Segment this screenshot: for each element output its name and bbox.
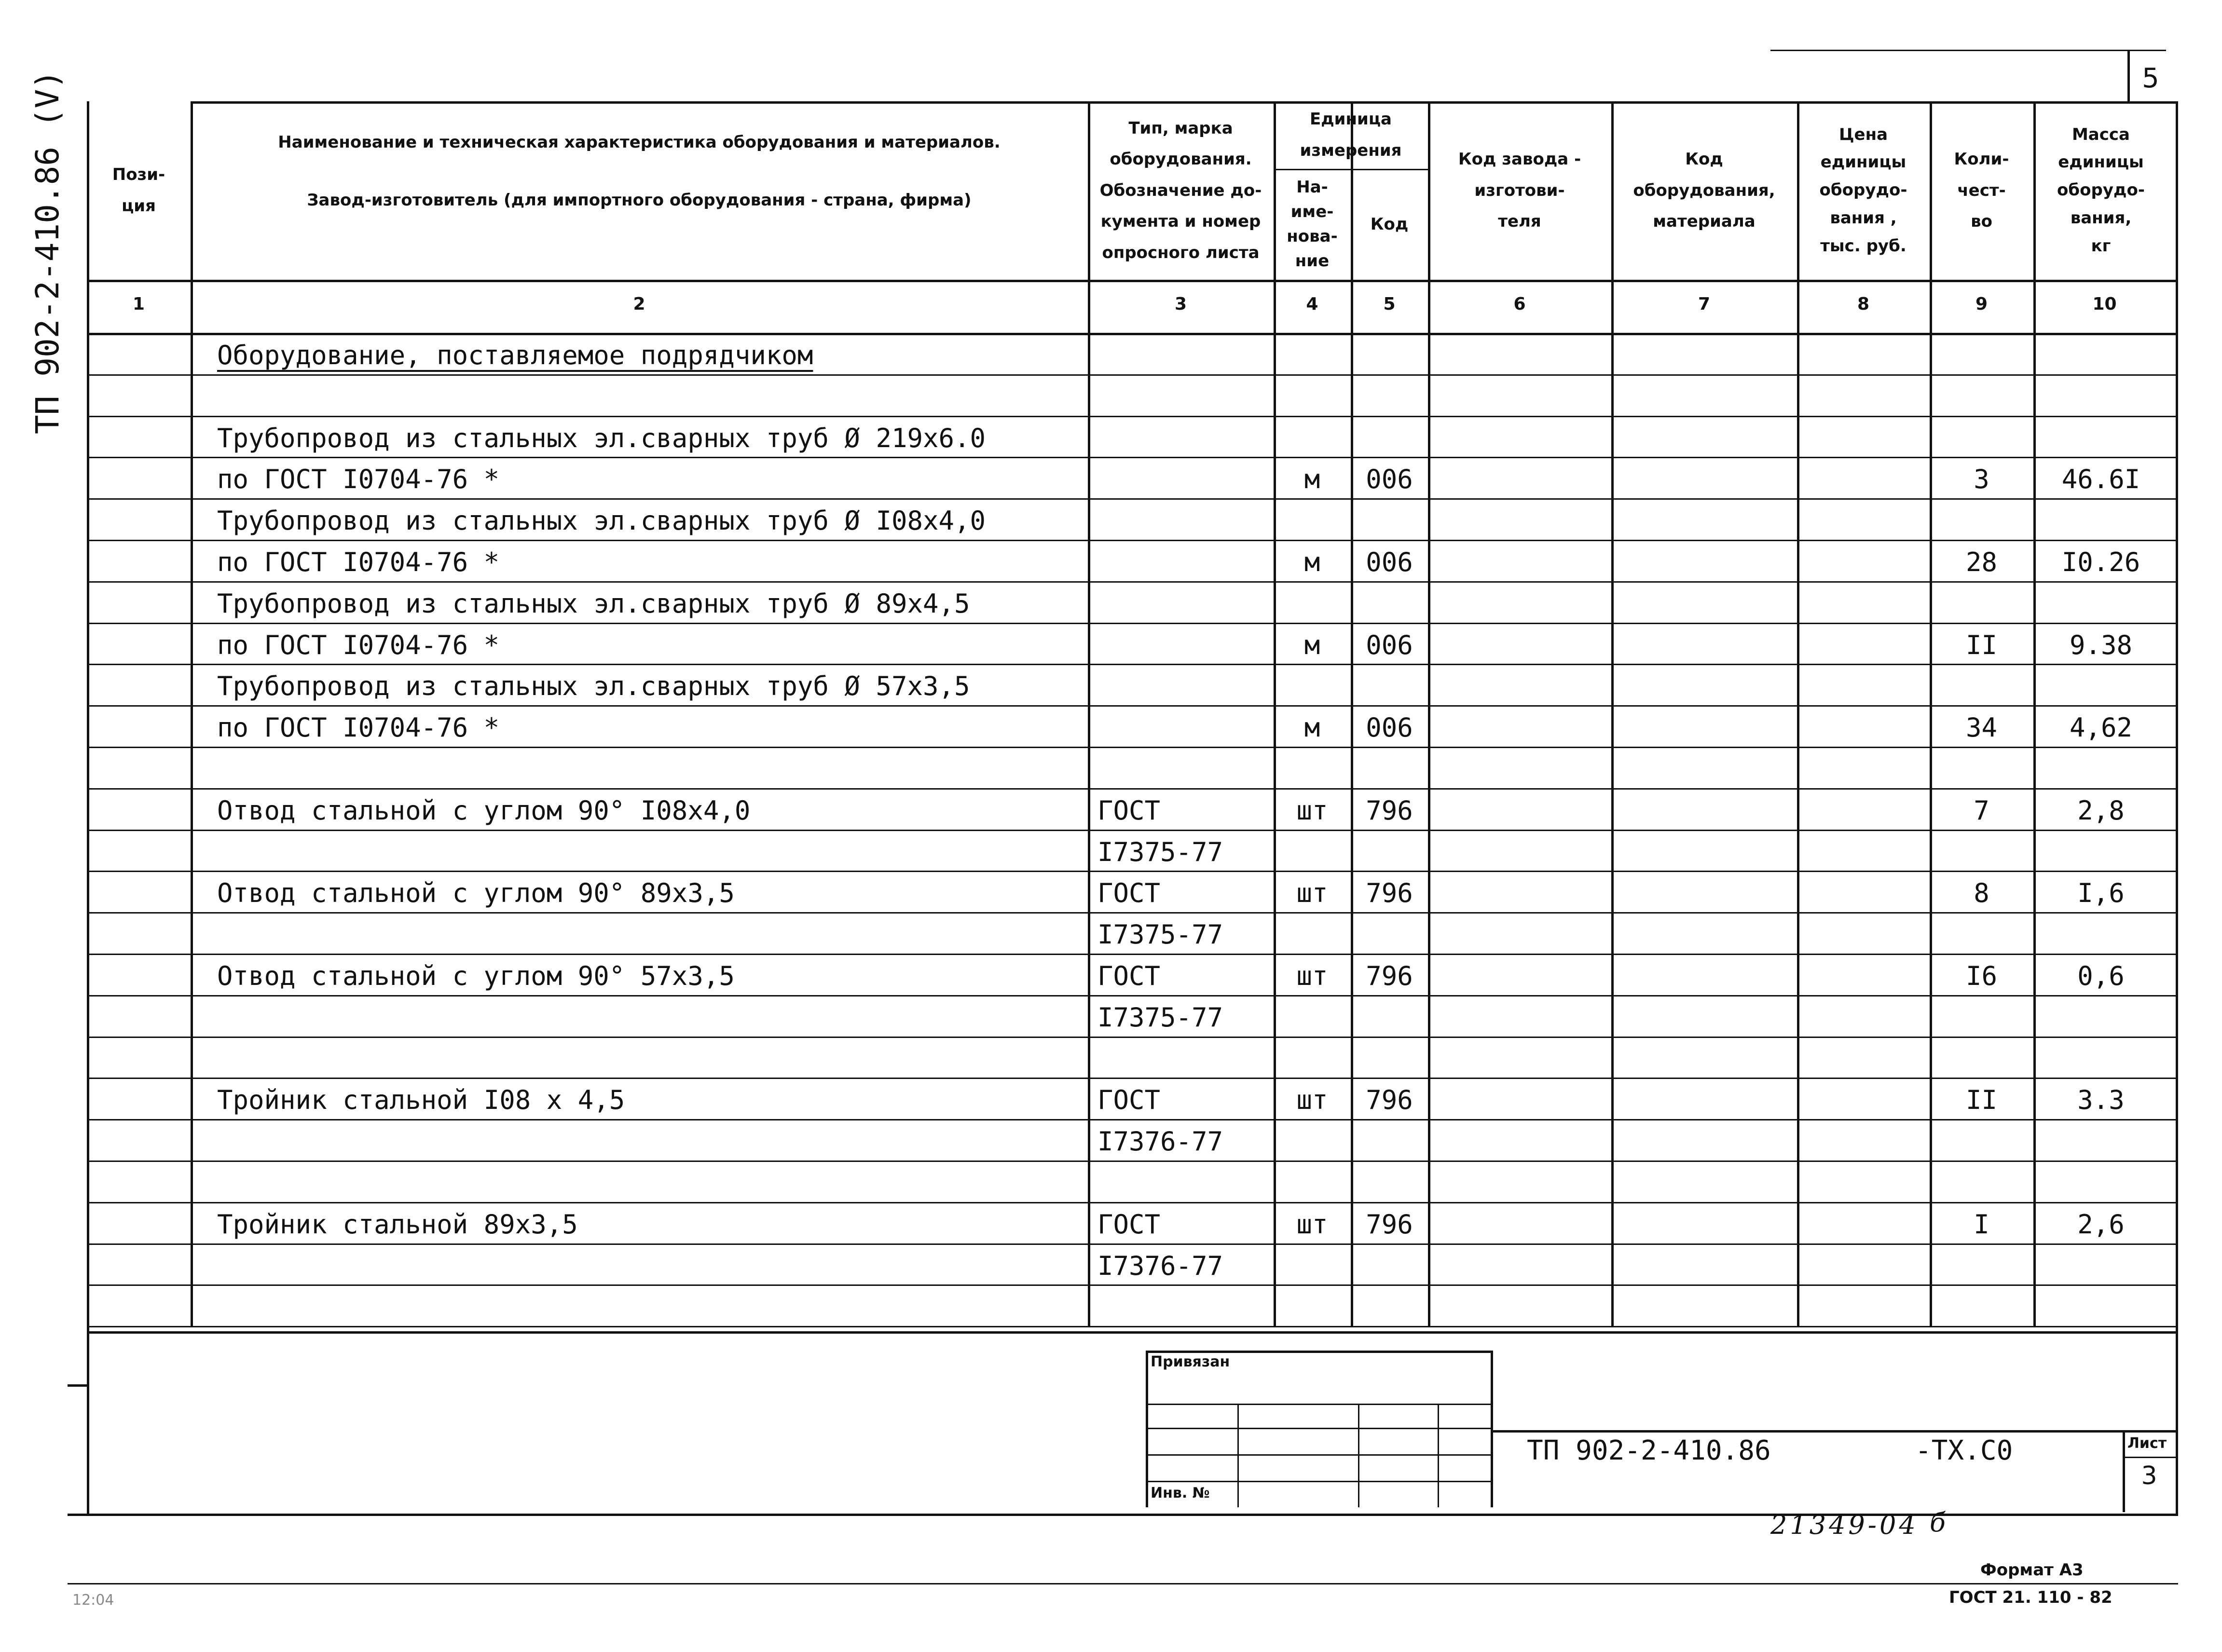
item-unit-code: 796: [1366, 878, 1413, 909]
column-number-8: 8: [1857, 294, 1870, 314]
row-divider: [87, 954, 2176, 955]
item-name: Тройник стальной I08 x 4,5: [217, 1085, 625, 1116]
item-type-document: ГОСТ: [1097, 1085, 1161, 1116]
column-divider: [1274, 101, 1276, 1326]
item-mass: 3.3: [2077, 1085, 2125, 1116]
item-mass: 2,6: [2077, 1209, 2125, 1240]
sheet-label: Лист: [2127, 1435, 2167, 1452]
stamp-vline-3: [1438, 1404, 1439, 1507]
column-number-5: 5: [1383, 294, 1396, 314]
row-divider: [87, 995, 2176, 997]
header-mass: Масса единицы оборудо- вания, кг: [2057, 124, 2145, 256]
row-divider: [87, 871, 2176, 872]
item-quantity: 28: [1965, 547, 1998, 577]
column-number-1: 1: [132, 294, 145, 314]
title-document-suffix: -ТХ.С0: [1915, 1435, 2013, 1466]
item-unit-code: 006: [1366, 712, 1413, 743]
row-divider: [87, 1243, 2176, 1245]
item-type-document: ГОСТ: [1097, 961, 1161, 991]
item-mass: 2,8: [2077, 795, 2125, 826]
page-number-box-border: [2127, 50, 2130, 103]
stamp-inventory-label: Инв. №: [1151, 1485, 1210, 1502]
item-name: по ГОСТ I0704-76 *: [217, 712, 500, 743]
row-divider: [87, 1119, 2176, 1120]
stamp-line-2: [1146, 1428, 1493, 1429]
item-quantity: 8: [1974, 878, 1989, 909]
stamp-privyazan-label: Привязан: [1151, 1353, 1230, 1370]
stamp-line-4: [1146, 1481, 1493, 1482]
sheet-number: 3: [2141, 1461, 2157, 1490]
row-divider: [87, 830, 2176, 831]
item-unit-name: шт: [1296, 961, 1328, 991]
stamp-line-1: [1146, 1404, 1493, 1405]
header-bottom-border: [87, 280, 2176, 282]
left-tick-mark: [68, 1384, 89, 1387]
item-quantity: II: [1965, 629, 1998, 660]
item-name: Трубопровод из стальных эл.сварных труб Ø 219x6.0: [217, 423, 986, 453]
column-number-2: 2: [633, 294, 645, 314]
footer-rule: [68, 1583, 2178, 1584]
column-number-4: 4: [1306, 294, 1318, 314]
item-unit-code: 796: [1366, 961, 1413, 991]
item-unit-code: 006: [1366, 547, 1413, 577]
column-number-6: 6: [1513, 294, 1526, 314]
header-unit-group: Единица измерения: [1300, 109, 1402, 160]
header-unit-name: На- име- нова- ние: [1287, 177, 1338, 271]
item-unit-code: 006: [1366, 464, 1413, 495]
row-divider: [87, 1160, 2176, 1162]
row-divider: [87, 374, 2176, 376]
item-unit-code: 796: [1366, 1209, 1413, 1240]
column-divider: [1930, 101, 1932, 1326]
item-quantity: I: [1974, 1209, 1989, 1240]
item-type-document: ГОСТ: [1097, 1209, 1161, 1240]
item-quantity: 3: [1974, 464, 1989, 495]
top-right-rule: [1770, 50, 2166, 51]
column-number-3: 3: [1174, 294, 1187, 314]
row-divider: [87, 581, 2176, 583]
header-unit-code: Код: [1370, 214, 1409, 234]
stamp-line-3: [1146, 1454, 1493, 1456]
item-unit-name: шт: [1296, 1085, 1328, 1116]
stamp-vline-2: [1358, 1404, 1359, 1507]
column-divider: [2033, 101, 2036, 1326]
header-equipment-code: Код оборудования, материала: [1633, 150, 1775, 232]
item-mass: 4,62: [2069, 712, 2133, 743]
item-name: по ГОСТ I0704-76 *: [217, 464, 500, 495]
item-quantity: 34: [1965, 712, 1998, 743]
row-divider: [87, 1037, 2176, 1038]
page-number: 5: [2142, 63, 2159, 94]
row-divider: [87, 1202, 2176, 1203]
item-unit-name: м: [1304, 629, 1320, 660]
stamp-top-border: [1146, 1351, 1493, 1353]
item-unit-name: м: [1304, 712, 1320, 743]
row-divider: [87, 498, 2176, 500]
item-type-document: I7375-77: [1097, 1002, 1223, 1033]
item-unit-code: 796: [1366, 1085, 1413, 1116]
item-unit-name: шт: [1296, 878, 1328, 909]
handwritten-inventory-number: 21349-04: [1770, 1510, 1919, 1540]
title-block-top: [1491, 1430, 2176, 1433]
item-name: Трубопровод из стальных эл.сварных труб Ø I08x4,0: [217, 505, 986, 536]
item-unit-name: шт: [1296, 795, 1328, 826]
item-name: Отвод стальной с углом 90° I08x4,0: [217, 795, 751, 826]
item-name: Тройник стальной 89x3,5: [217, 1209, 578, 1240]
row-divider: [87, 1078, 2176, 1079]
row-divider: [87, 540, 2176, 541]
row-divider: [87, 1326, 2176, 1327]
sheet-box-divider: [2123, 1457, 2176, 1458]
row-divider: [87, 1284, 2176, 1286]
header-name-line2: Завод-изготовитель (для импортного оборудования - страна, фирма): [307, 190, 972, 210]
header-factory-code: Код завода - изготови- теля: [1458, 150, 1581, 232]
row-divider: [87, 623, 2176, 624]
item-name: Отвод стальной с углом 90° 57x3,5: [217, 961, 735, 991]
row-divider: [87, 705, 2176, 707]
row-divider: [87, 457, 2176, 458]
item-mass: 46.6I: [2061, 464, 2140, 495]
column-number-10: 10: [2092, 294, 2117, 314]
header-position: Пози- ция: [112, 165, 165, 216]
header-name-line1: Наименование и техническая характеристика оборудования и материалов.: [278, 132, 1001, 152]
item-type-document: I7376-77: [1097, 1126, 1223, 1157]
item-quantity: I6: [1965, 961, 1998, 991]
item-mass: 9.38: [2069, 629, 2133, 660]
stamp-vline-1: [1237, 1404, 1239, 1507]
row-divider: [87, 664, 2176, 665]
item-quantity: 7: [1974, 795, 1989, 826]
item-type-document: ГОСТ: [1097, 795, 1161, 826]
item-unit-name: м: [1304, 547, 1320, 577]
column-divider: [1797, 101, 1799, 1326]
table-bottom-border: [87, 1331, 2176, 1334]
column-divider: [1428, 101, 1430, 1326]
handwritten-letter: б: [1930, 1507, 1948, 1538]
item-name: по ГОСТ I0704-76 *: [217, 629, 500, 660]
column-divider: [1088, 101, 1090, 1326]
column-number-9: 9: [1975, 294, 1988, 314]
title-document-code: ТП 902-2-410.86: [1527, 1435, 1771, 1466]
item-mass: I,6: [2077, 878, 2125, 909]
item-name: Трубопровод из стальных эл.сварных труб Ø 89x4,5: [217, 588, 970, 619]
row-divider: [87, 912, 2176, 914]
section-title: Оборудование, поставляемое подрядчиком: [217, 340, 813, 370]
format-label: Формат А3: [1980, 1560, 2084, 1580]
header-quantity: Коли- чест- во: [1954, 150, 2009, 232]
header-price: Цена единицы оборудо- вания , тыс. руб.: [1819, 124, 1907, 256]
item-unit-code: 006: [1366, 629, 1413, 660]
item-quantity: II: [1965, 1085, 1998, 1116]
side-document-code: ТП 902-2-410.86 (V): [29, 70, 66, 434]
unit-code-divider: [1351, 169, 1353, 1326]
gost-label: ГОСТ 21. 110 - 82: [1949, 1588, 2112, 1607]
item-type-document: I7375-77: [1097, 836, 1223, 867]
item-mass: I0.26: [2061, 547, 2140, 577]
item-type-document: ГОСТ: [1097, 878, 1161, 909]
item-name: Трубопровод из стальных эл.сварных труб Ø 57x3,5: [217, 671, 970, 702]
column-number-7: 7: [1698, 294, 1711, 314]
header-type-mark: Тип, марка оборудования. Обозначение до- кумента и номер опросного листа: [1099, 118, 1262, 262]
item-unit-name: шт: [1296, 1209, 1328, 1240]
item-mass: 0,6: [2077, 961, 2125, 991]
item-name: Отвод стальной с углом 90° 89x3,5: [217, 878, 735, 909]
item-name: по ГОСТ I0704-76 *: [217, 547, 500, 577]
column-divider: [191, 101, 193, 1326]
item-type-document: I7376-77: [1097, 1250, 1223, 1281]
bottom-left-mark: 12:04: [72, 1592, 114, 1609]
right-border: [2176, 101, 2178, 1515]
item-unit-name: м: [1304, 464, 1320, 495]
row-divider: [87, 747, 2176, 748]
item-unit-code: 796: [1366, 795, 1413, 826]
column-numbers-bottom-border: [87, 333, 2176, 335]
row-divider: [87, 788, 2176, 790]
item-type-document: I7375-77: [1097, 919, 1223, 950]
column-divider: [1611, 101, 1614, 1326]
row-divider: [87, 416, 2176, 417]
